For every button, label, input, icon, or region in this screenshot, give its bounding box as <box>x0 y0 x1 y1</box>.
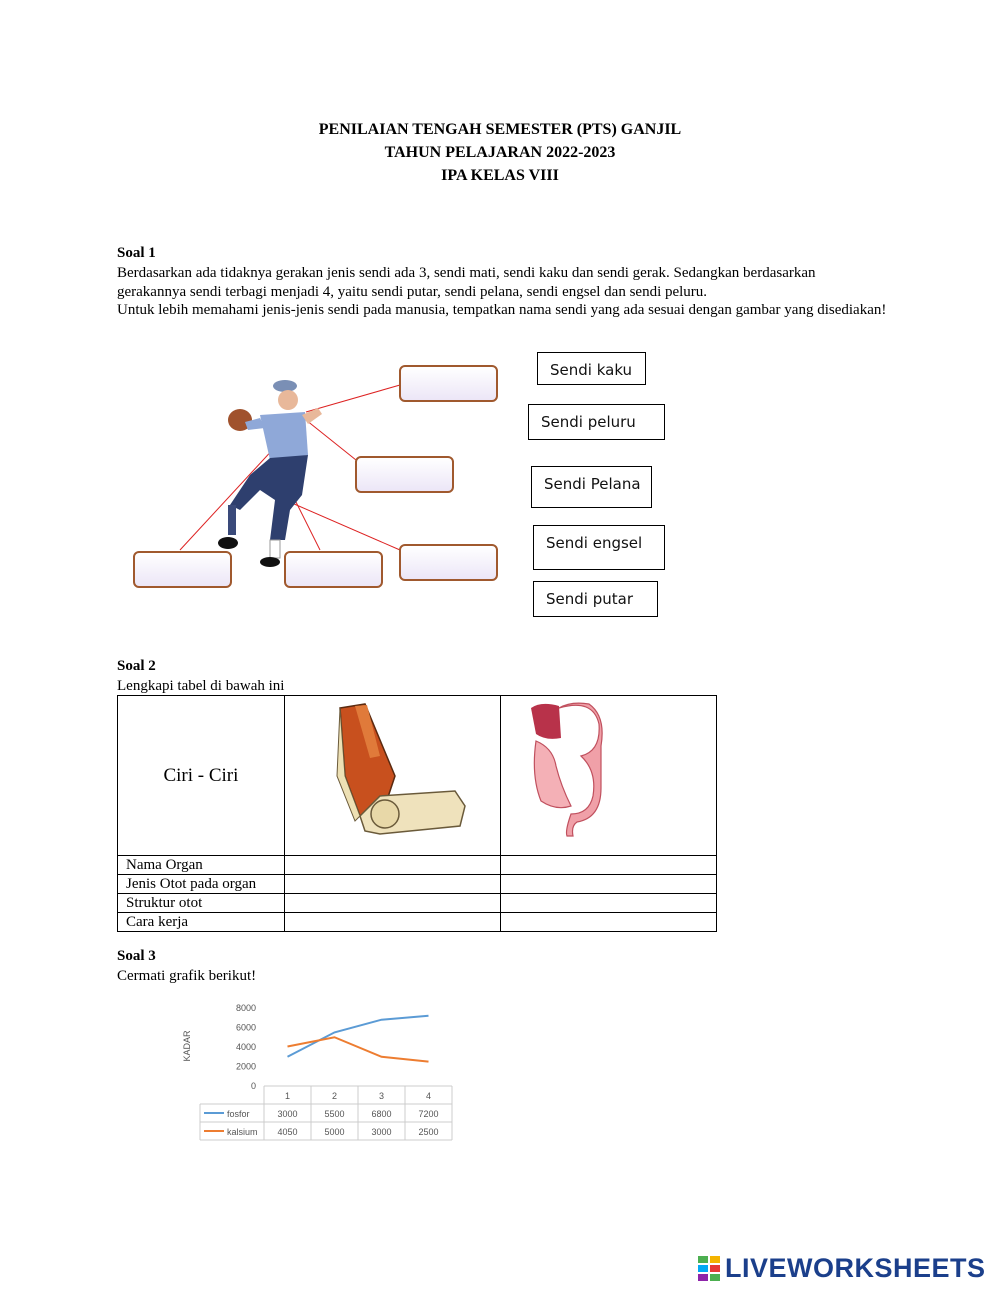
option-sendi-peluru[interactable]: Sendi peluru <box>528 404 665 440</box>
ciri-ciri-header: Ciri - Ciri <box>118 696 285 856</box>
y-axis-label: KADAR <box>182 1030 192 1062</box>
answer-box-shoulder[interactable] <box>399 365 498 402</box>
title-line-1: PENILAIAN TENGAH SEMESTER (PTS) GANJIL <box>318 121 682 138</box>
table-value: 7200 <box>418 1109 439 1119</box>
small-intestine <box>534 741 571 808</box>
intestine <box>559 703 602 836</box>
logo-icon <box>698 1256 722 1282</box>
y-tick-label: 4000 <box>235 1042 256 1052</box>
table-value: 5000 <box>324 1127 345 1137</box>
arm-muscle-image <box>285 696 495 850</box>
answer-cell[interactable] <box>284 913 500 932</box>
answer-box-ankle[interactable] <box>133 551 232 588</box>
legend-label-fosfor: fosfor <box>227 1109 250 1119</box>
soal3-title: Soal 3 <box>117 948 156 964</box>
answer-box-knee[interactable] <box>284 551 383 588</box>
x-tick-label: 1 <box>284 1091 291 1101</box>
pointer-line <box>306 385 400 412</box>
legend-label-kalsium: kalsium <box>227 1127 258 1137</box>
table-image-row <box>118 696 717 856</box>
soal1-title: Soal 1 <box>117 245 156 261</box>
series-line-fosfor <box>288 1016 429 1057</box>
logo-text: LIVEWORKSHEETS <box>725 1253 986 1283</box>
row-label-jenis-otot: Jenis Otot pada organ <box>118 875 285 894</box>
x-tick-label: 4 <box>425 1091 432 1101</box>
x-tick-label: 3 <box>378 1091 385 1101</box>
answer-box-elbow[interactable] <box>355 456 454 493</box>
pants <box>230 455 308 540</box>
soal1-paragraph-2: Untuk lebih memahami jenis-jenis sendi pada manusia, tempatkan nama sendi yang ada sesuai dengan gambar yang disediakan! <box>117 302 887 318</box>
option-sendi-putar[interactable]: Sendi putar <box>533 581 658 617</box>
y-tick-label: 2000 <box>235 1061 256 1072</box>
table-value: 3000 <box>371 1127 392 1137</box>
answer-cell[interactable] <box>284 875 500 894</box>
answer-cell[interactable] <box>500 894 716 913</box>
soal2-title: Soal 2 <box>117 658 156 674</box>
pointer-line <box>306 420 356 460</box>
right-shoe <box>260 557 280 567</box>
answer-cell[interactable] <box>500 875 716 894</box>
answer-box-hip[interactable] <box>399 544 498 581</box>
soal1-paragraph-1: Berdasarkan ada tidaknya gerakan jenis sendi ada 3, sendi mati, sendi kaku dan sendi gerak. Sedangkan berdasarkan gerakannya sendi terbagi menjadi 4, yaitu sendi putar, sendi pelana, sendi engsel dan sendi peluru. <box>117 265 816 300</box>
torso <box>260 412 308 460</box>
intestine-cell <box>500 696 716 856</box>
table-value: 4050 <box>277 1127 298 1137</box>
series-line-kalsium <box>288 1037 429 1061</box>
row-label-nama-organ: Nama Organ <box>118 856 285 875</box>
table-value: 6800 <box>371 1109 392 1119</box>
row-label-struktur-otot: Struktur otot <box>118 894 285 913</box>
soal2-instruction: Lengkapi tabel di bawah ini <box>117 678 285 694</box>
kadar-line-chart <box>180 998 455 1146</box>
answer-cell[interactable] <box>500 856 716 875</box>
answer-cell[interactable] <box>500 913 716 932</box>
option-sendi-kaku[interactable]: Sendi kaku <box>537 352 646 385</box>
x-tick-label: 2 <box>331 1091 338 1101</box>
pointer-line <box>285 500 400 550</box>
y-tick-label: 0 <box>250 1081 256 1091</box>
intestine-image <box>501 696 711 850</box>
organ-table <box>117 695 717 932</box>
arm-muscle-cell <box>284 696 500 856</box>
y-tick-label: 8000 <box>235 1003 256 1013</box>
elbow-joint <box>371 800 399 828</box>
table-value: 2500 <box>418 1127 439 1137</box>
answer-cell[interactable] <box>284 894 500 913</box>
table-value: 5500 <box>324 1109 345 1119</box>
title-line-3: IPA KELAS VIII <box>441 167 559 184</box>
liver <box>531 704 561 739</box>
left-shoe <box>218 537 238 549</box>
y-tick-label: 6000 <box>235 1022 256 1033</box>
title-line-2: TAHUN PELAJARAN 2022-2023 <box>384 144 616 161</box>
option-sendi-engsel[interactable]: Sendi engsel <box>533 525 665 570</box>
left-sock <box>228 505 236 535</box>
answer-cell[interactable] <box>284 856 500 875</box>
table-value: 3000 <box>277 1109 298 1119</box>
cap <box>273 380 297 392</box>
head <box>278 390 298 410</box>
row-label-cara-kerja: Cara kerja <box>118 913 285 932</box>
option-sendi-pelana[interactable]: Sendi Pelana <box>531 466 652 508</box>
right-sock <box>270 540 280 558</box>
soal3-instruction: Cermati grafik berikut! <box>117 968 257 984</box>
liveworksheets-logo <box>698 1253 986 1284</box>
